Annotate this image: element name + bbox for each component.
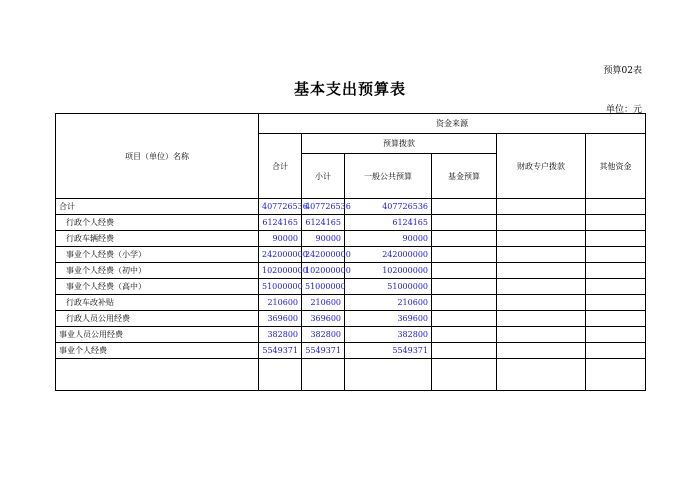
cell-general-public-budget: 102000000 — [345, 263, 432, 279]
header-total: 合计 — [259, 134, 302, 199]
cell-other-funds — [586, 215, 646, 231]
cell-other-funds — [586, 199, 646, 215]
cell-other-funds — [586, 327, 646, 343]
cell-fund-budget — [432, 311, 497, 327]
row-name: 合计 — [56, 199, 259, 215]
cell-other-funds — [586, 263, 646, 279]
row-name: 事业个人经费（初中） — [56, 263, 259, 279]
cell-total: 369600 — [259, 311, 302, 327]
cell-general-public-budget: 90000 — [345, 231, 432, 247]
header-fund-budget: 基金预算 — [432, 154, 497, 199]
cell-subtotal: 90000 — [302, 231, 345, 247]
cell-total: 102000000 — [259, 263, 302, 279]
cell-subtotal: 369600 — [302, 311, 345, 327]
cell-other-funds — [586, 343, 646, 359]
row-name: 行政车辆经费 — [56, 231, 259, 247]
cell-subtotal: 242000000 — [302, 247, 345, 263]
header-fiscal-special-allocation: 财政专户拨款 — [497, 134, 586, 199]
cell-fund-budget — [432, 231, 497, 247]
cell-fund-budget — [432, 279, 497, 295]
cell-subtotal: 102000000 — [302, 263, 345, 279]
table-body — [56, 199, 646, 359]
table-row — [56, 199, 646, 215]
row-name: 事业人员公用经费 — [56, 327, 259, 343]
row-name: 事业个人经费（小学） — [56, 247, 259, 263]
cell-other-funds — [586, 231, 646, 247]
table-row — [56, 215, 646, 231]
cell-other-funds — [586, 295, 646, 311]
table-row — [56, 231, 646, 247]
cell-fund-budget — [432, 247, 497, 263]
cell-fiscal-special-allocation — [497, 215, 586, 231]
table-row — [56, 279, 646, 295]
cell-fund-budget — [432, 263, 497, 279]
cell-total: 382800 — [259, 327, 302, 343]
cell-subtotal: 382800 — [302, 327, 345, 343]
row-name: 行政人员公用经费 — [56, 311, 259, 327]
cell-total: 5549371 — [259, 343, 302, 359]
table-row — [56, 247, 646, 263]
unit-label: 单位：元 — [605, 105, 642, 115]
cell-fiscal-special-allocation — [497, 279, 586, 295]
cell-fund-budget — [432, 199, 497, 215]
cell-subtotal: 51000000 — [302, 279, 345, 295]
cell-general-public-budget: 242000000 — [345, 247, 432, 263]
cell-fiscal-special-allocation — [497, 199, 586, 215]
cell-other-funds — [586, 311, 646, 327]
cell-subtotal: 210600 — [302, 295, 345, 311]
header-funding-source: 资金来源 — [259, 114, 646, 134]
cell-total: 90000 — [259, 231, 302, 247]
cell-fiscal-special-allocation — [497, 263, 586, 279]
cell-total: 407726536 — [259, 199, 302, 215]
cell-general-public-budget: 5549371 — [345, 343, 432, 359]
cell-general-public-budget: 382800 — [345, 327, 432, 343]
row-name: 事业个人经费 — [56, 343, 259, 359]
header-budget-allocation: 预算拨款 — [302, 134, 497, 154]
table-row — [56, 263, 646, 279]
cell-general-public-budget: 210600 — [345, 295, 432, 311]
cell-total: 242000000 — [259, 247, 302, 263]
cell-general-public-budget: 51000000 — [345, 279, 432, 295]
cell-other-funds — [586, 247, 646, 263]
header-item-name: 项目（单位）名称 — [56, 114, 259, 199]
cell-general-public-budget: 407726536 — [345, 199, 432, 215]
budget-table — [55, 113, 646, 391]
table-row — [56, 311, 646, 327]
cell-total: 210600 — [259, 295, 302, 311]
cell-general-public-budget: 6124165 — [345, 215, 432, 231]
cell-fiscal-special-allocation — [497, 311, 586, 327]
cell-subtotal: 5549371 — [302, 343, 345, 359]
cell-fund-budget — [432, 215, 497, 231]
cell-general-public-budget: 369600 — [345, 311, 432, 327]
header-subtotal: 小计 — [302, 154, 345, 199]
cell-subtotal: 6124165 — [302, 215, 345, 231]
cell-total: 6124165 — [259, 215, 302, 231]
table-row-blank — [56, 359, 646, 391]
cell-fiscal-special-allocation — [497, 247, 586, 263]
header-other-funds: 其他资金 — [586, 134, 646, 199]
cell-fiscal-special-allocation — [497, 343, 586, 359]
table-row — [56, 343, 646, 359]
row-name: 事业个人经费（高中） — [56, 279, 259, 295]
table-row — [56, 295, 646, 311]
cell-fund-budget — [432, 295, 497, 311]
header-general-public-budget: 一般公共预算 — [345, 154, 432, 199]
page-title: 基本支出预算表 — [293, 80, 406, 98]
cell-fund-budget — [432, 343, 497, 359]
cell-fiscal-special-allocation — [497, 295, 586, 311]
cell-fiscal-special-allocation — [497, 231, 586, 247]
row-name: 行政个人经费 — [56, 215, 259, 231]
form-code: 预算02表 — [603, 66, 642, 76]
cell-total: 51000000 — [259, 279, 302, 295]
cell-other-funds — [586, 279, 646, 295]
cell-fund-budget — [432, 327, 497, 343]
cell-subtotal: 407726536 — [302, 199, 345, 215]
cell-fiscal-special-allocation — [497, 327, 586, 343]
table-row — [56, 327, 646, 343]
row-name: 行政车改补贴 — [56, 295, 259, 311]
